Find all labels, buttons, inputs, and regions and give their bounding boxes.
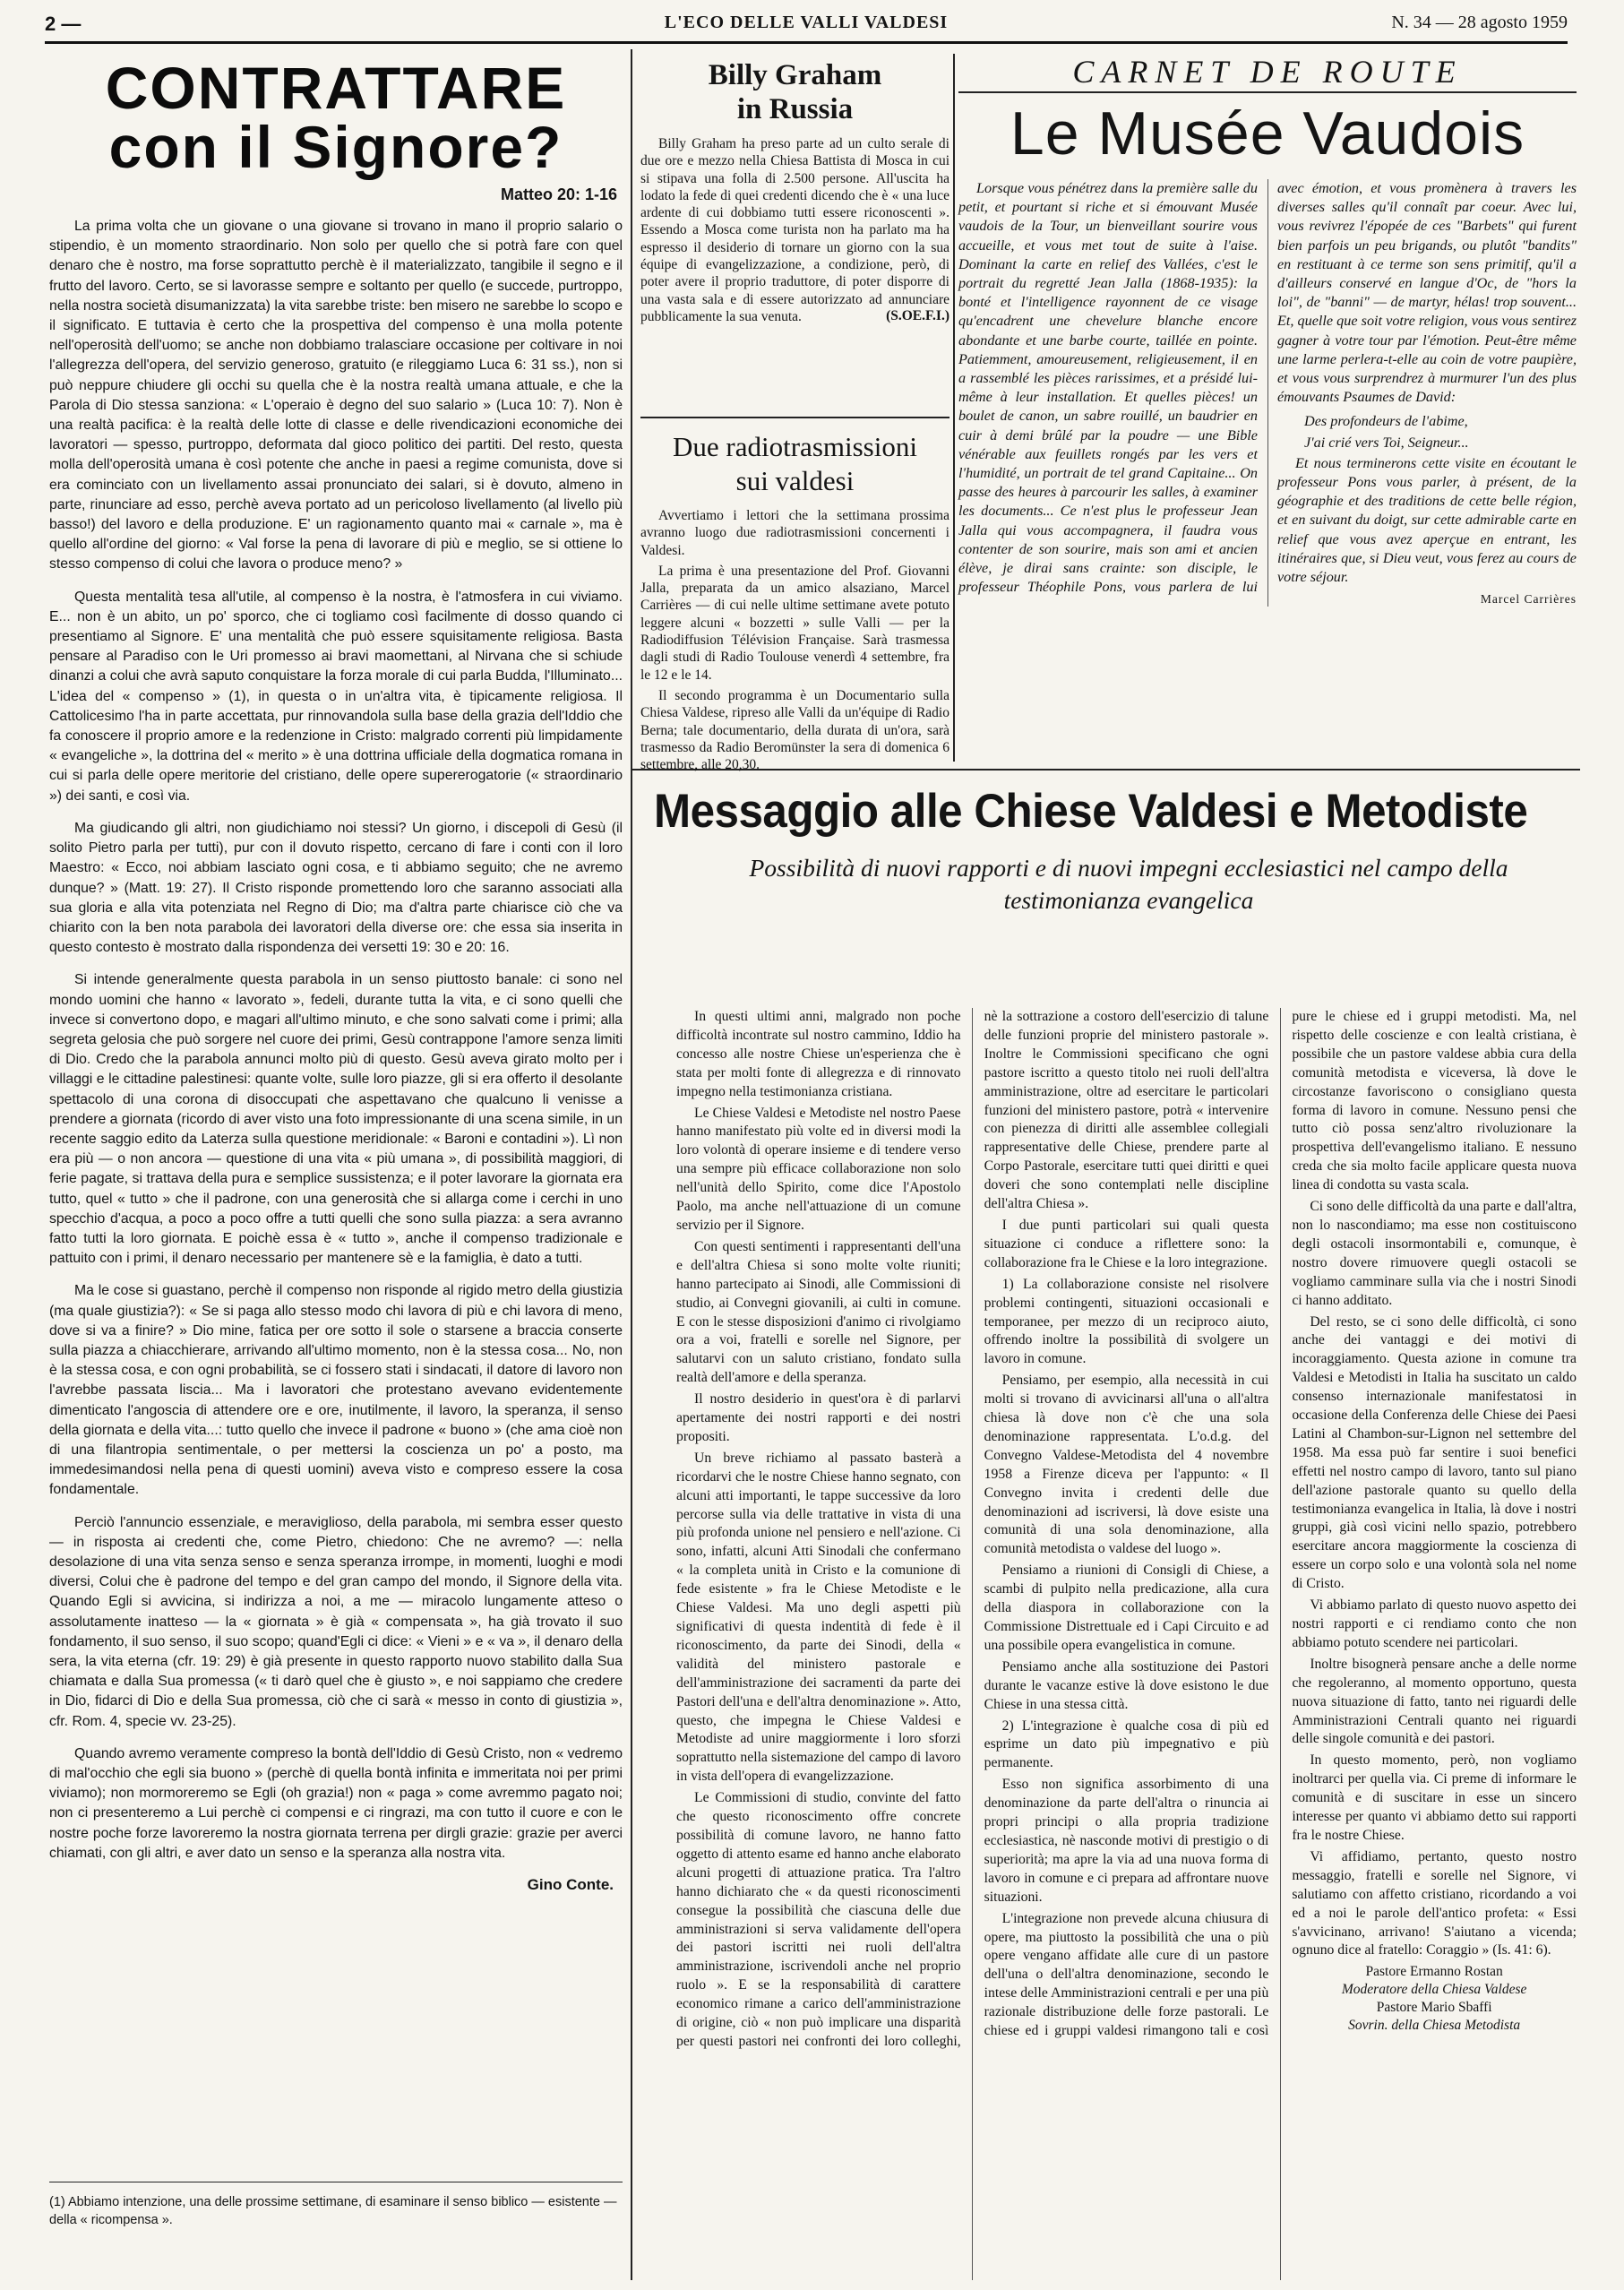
issue-date: N. 34 — 28 agosto 1959 xyxy=(1391,13,1568,32)
article-contrattare xyxy=(49,55,623,1894)
article-musee-vaudois xyxy=(958,54,1577,607)
author-signature: Marcel Carrières xyxy=(1480,592,1577,607)
newspaper-title: L'ECO DELLE VALLI VALDESI xyxy=(664,13,949,32)
paragraph: In questi ultimi anni, malgrado non poche difficoltà incontrate sul nostro cammino, Iddio ha concesso alle nostre Chiese un'esperienza che è stata per molti fonte di allegrezza e di rinnovato impegno nella testimonianza cristiana. xyxy=(676,1009,961,1099)
paragraph: Lorsque vous pénétrez dans la première salle du petit, et pourtant si riche et si émouvant Musée vaudois de la Tour, un bienveillant sourire vous accueille, et vous met tout de suite à l'aise. Dominant la carte en relief des Vallées, c'est le portrait du regretté Jean Jalla (1868-1935): la bonté et l'intelligence rayonnent de ce visage qu'encadrent une chevelure blanche encore abondante et une barbe courte, taillée en pointe. Patiemment, amoureusement, religieusement, il en a rassemblé les pièces rarissimes, et a présidé lui-même à leur installation. Et quelles pièces! un boulet de canon, un sabre rouillé, un baudrier en cuir à demi brûlé par la poudre — une Bible vénérable aux feuillets rongés par les vers et l'humidité, un portrait de tel grand Capitaine... On passe des heures à parcourir les salles, à examiner les documents... Ce n'est plus le professeur Jean Jalla qui vous accompagnera, il faudra vous contenter de son sourire, mais son ami et ancien élève, je dirai sans crainte: son disciple, le professeur Théophile Pons, vous parlera de lui avec émotion, et vous promènera à travers les diverses salles qu'il connaît par coeur. Avec lui, vous revivrez l'épopée de ces "Barbets" qui furent bien parfois un peu brigands, ou plutôt "bandits" en restituant à ce terme son sens primitif, qu'il a d'ailleurs conservé en langue d'Oc, de "hors la loi", de "banni" — de martyr, hélas! trop souvent... Et, quelle que soit votre religion, vous vous sentirez gagner à votre tour par l'émotion. Peut-être même une larme perlera-t-elle au coin de votre paupière, et vous vous surprendrez à murmurer l'un des plus émouvants Psaumes de David: xyxy=(958,180,1577,596)
paragraph: Vi affidiamo, pertanto, questo nostro messaggio, fratelli e sorelle nel Signore, vi salutiamo con affetto cristiano, ricordando a voi ed a noi le parole dell'antico profeta: « Essi s'avvicinano, arrivano! S'aiutano a vicenda; ognuno dice al fratello: Coraggio » (Is. 41: 6). xyxy=(1292,1848,1577,1959)
signatory-role xyxy=(1292,2017,1577,2035)
title-line: Billy Graham xyxy=(708,59,882,91)
paragraph: La prima volta che un giovane o una giovane si trovano in mano il proprio salario o stipendio, è un momento straordinario. Non solo per quello che si potrà fare con quel denaro che è nostro, ma forse soprattutto perchè è il materializzato, tangibile il segno e il frutto del lavoro. Certo, se si lavorasse sempre e soltanto per quello (e succede, purtroppo, nella nostra società disumanizzata) la vita sarebbe triste: ben misero ne sarebbe lo scopo e il significato. E tuttavia è certo che la prospettiva del compenso è una molla potente nell'operosità dell'uomo; se anche non dobbiamo tralasciare occasione per coltivare in noi l'allegrezza dell'opera, del servizio generoso, gratuito (e rileggiamo Luca 6: 31 ss.), non si può neppure chiudere gli occhi su quella che è la nostra realtà umana attuale, e che la Parola di Dio stessa sanziona: « L'operaio è degno del suo salario » (Luca 10: 7). Non è una realtà pacifica: è la realtà delle lotte di classe e delle rivendicazioni economiche dei lavoratori — spesso, purtroppo, deformata dal gioco politico dei partiti. Del resto, questa molla dell'operosità umana è così potente che anche in paesi a regime comunista, dove si era cominciato con un livellamento assai pronunciato dei salari, si è dovuto, almeno in parte, rinunciare ad esso, perchè aveva portato ad un pericoloso livellamento (al livello più basso!) del lavoro e della produzione. E' un ragionamento quanto mai « carnale », ma è quello all'ordine del giorno: « Val forse la pena di lavorare di più e meglio, se si ottiene lo stesso compenso di colui che lavora o produce meno? » xyxy=(49,219,623,572)
column-divider xyxy=(953,54,955,762)
psalm-line: J'ai crié vers Toi, Seigneur... xyxy=(1304,434,1469,451)
title-line: sui valdesi xyxy=(735,465,855,496)
title-line: in Russia xyxy=(736,93,854,125)
paragraph: Ci sono delle difficoltà da una parte e dall'altra, non lo nascondiamo; ma esse non costituiscono degli ostacoli insormontabili e, comunque, è nostro dovere rimuovere quegli ostacoli se vogliamo camminare sulla via che i nostri Sinodi ci hanno additato. xyxy=(1292,1199,1577,1308)
paragraph: Perciò l'annuncio essenziale, e meraviglioso, della parabola, mi sembra esser questo — in risposta ai credenti che, come Pietro, chiedono: Che ne avremo? —: nella desolazione di una vita senza senso e senza speranza irrompe, in momenti, luoghi e modi diversi, Colui che è padrone del tempo e del gran campo del mondo, il Signore della vita. Quando Egli si avvicina, si indirizza a noi, a me — miracolo lungamente atteso o assolutamente inatteso — la « giornata » è già « compensata », ha già trovato il suo fondamento, il suo senso, il suo scopo; quand'Egli ci dice: « Vieni » e « va », il denaro della sera, la vita eterna (cfr. 19: 29) è già presente in questo rapporto nuovo stabilito dalla Sua chiamata e dalla Sua promessa (« ti darò quel che è giusto », e noi sappiamo che credere in Dio, fidarci di Dio e della Sua promessa, ciò che ci sarà « messo in conto di giustizia », cfr. Rom. 4, specie vv. 23-25). xyxy=(49,1514,623,1729)
paragraph: Inoltre bisognerà pensare anche a delle norme che regoleranno, al momento opportuno, questa nuova situazione di fatto, tanto nei riguardi delle Amministrazioni Centrali quanto nei riguardi delle singole comunità e dei pastori. xyxy=(1292,1656,1577,1747)
paragraph: Il nostro desiderio in quest'ora è di parlarvi apertamente dei nostri rapporti e dei nostri propositi. xyxy=(676,1391,961,1444)
paragraph: L'integrazione non prevede alcuna chiusura di opere, ma piuttosto la possibilità che una o più opere vengano affidate alle cure di un pastore dell'una o dell'altra denominazione, secondo le intese delle Amministrazioni centrali e per una più razionale distribuzione delle forze pastorali. Le chiese ed i gruppi valdesi rimangono tali e così pure le chiese ed i gruppi metodisti. Ma, nel rispetto delle coscienze e con lealtà cristiana, è possibile che un pastore valdese abbia cura della comunità metodista e viceversa, là dove le circostanze favoriscono o consigliano questa forma di lavoro in comune. Nessuno pensi che tutto ciò possa senz'altro rivoluzionare la prospettiva dell'evangelismo italiano. E nessuno creda che sia molto facile applicare questa nuova linea di condotta su vasta scala. xyxy=(984,1009,1577,2039)
column-divider xyxy=(631,49,632,2280)
title-line: con il Signore? xyxy=(108,114,563,180)
paragraph: Avvertiamo i lettori che la settimana prossima avranno luogo due radiotrasmissioni concernenti i Valdesi. xyxy=(640,508,949,558)
psalm-line: Des profondeurs de l'abime, xyxy=(1304,413,1468,430)
paragraph: Billy Graham ha preso parte ad un culto serale di due ore e mezzo nella Chiesa Battista di Mosca in cui si stipava una folla di 2.500 persone. All'uscita ha lodato la fede di quei credenti dicendo che è « una luce ardente di cui dobbiamo tutti essere riconoscenti ». Essendo a Mosca come turista non ha parlato ma ha espresso il desiderio di tornare un giorno con la sua équipe di evangelizzazione, a condizione, però, di poter avere il proprio traduttore, di poter disporre di una vasta sala e di essere autorizzato ad annunciare pubblicamente la sua venuta. xyxy=(640,136,949,324)
paragraph: Quando avremo veramente compreso la bontà dell'Iddio di Gesù Cristo, non « vedremo di mal'occhio che egli sia buono » (perchè di quella bontà infinita e immeritata noi per primi viviamo); non mormoreremo se Egli (oh grazia!) non « paga » come avremmo pagato noi; non ci presenteremo a Lui perchè ci compensi e ci ringrazi, ma con tutto il cuore e con le nostre poche forze lavoreremo la nostra giornata terrena per dirgli grazie: grazie per averci chiamati, con gli altri, e aver dato un senso e la speranza alla nostra vita. xyxy=(49,1745,623,1861)
paragraph: Il secondo programma è un Documentario sulla Chiesa Valdese, ripreso alle Valli da un'équipe di Radio Berna; tale documentario, della durata di un'ora, sarà trasmesso da Radio Beromünster la sera di domenica 6 settembre, alle 20,30. xyxy=(640,687,949,773)
messaggio-header xyxy=(654,784,1577,917)
paragraph: Pensiamo anche alla sostituzione dei Pastori durante le vacanze estive là dove esistono le due Chiese in una stessa città. xyxy=(984,1658,1269,1712)
messaggio-body xyxy=(676,1008,1577,2280)
signatory-name: Pastore Mario Sbaffi xyxy=(1376,2000,1492,2016)
article-title: Le Musée Vaudois xyxy=(1010,99,1525,168)
article-title xyxy=(49,55,623,180)
role-text: Sovrin. della Chiesa Metodista xyxy=(1348,2018,1521,2034)
paragraph: Le Commissioni di studio, convinte del fatto che questo riconoscimento offre concrete possibilità di comune lavoro, ne hanno fatto oggetto di attento esame ed hanno anche elaborato alcuni progetti di attuazione pratica. Tra l'altro hanno dichiarato che « da questi riconoscimenti consegue la possibilità che ciascuna delle due amministrazioni si serva validamente dell'opera dei pastori iscritti nei ruoli dell'altra amministrazione, iscrivendoli anche nel proprio ruolo ». E se la responsabilità di carattere economico rimane a carico dell'amministrazione di origine, ciò « non può implicare una disparità per questi pastori nei confronti dei loro colleghi, nè la sottrazione a costoro dell'esercizio di talune delle funzioni proprie del ministero pastorale ». Inoltre le Commissioni specificano che ogni pastore iscritto a questo titolo nei ruoli dell'altra amministrazione, oltre ad esercitare le particolari funzioni del ministero pastore, potrà « intervenire con pienezza di diritti alle assemblee collegiali rappresentative delle Chiese, prendere parte al Corpo Pastorale, esercitare tutti quei diritti e quei doveri che sono contemplati nelle discipline dell'altra Chiesa ». xyxy=(676,1009,1269,2049)
role-text: Moderatore della Chiesa Valdese xyxy=(1341,1982,1527,1998)
paragraph: Pensiamo, per esempio, alla necessità in cui molti si trovano di avvicinarsi all'una o all'altra chiesa là dove non c'è che una sola denominazione rappresentata. L'o.d.g. del Convegno Valdese-Metodista del 4 novembre 1958 a Firenze diceva per l'appunto: « Il Convegno invita i credenti delle due denominazioni ad iscriversi, là dove esiste una comunità di una sola denominazione, alla comunità metodista o valdese del luogo ». xyxy=(984,1373,1269,1557)
title-line: CONTRATTARE xyxy=(105,55,567,121)
footnote: (1) Abbiamo intenzione, una delle prossime settimane, di esaminare il senso biblico — esistente — della « ricompensa ». xyxy=(49,2182,623,2229)
masthead xyxy=(45,7,1568,44)
article-title xyxy=(640,58,949,126)
paragraph: I due punti particolari sui quali questa situazione ci conduce a riflettere sono: la collaborazione fra le Chiese e la loro integrazione. xyxy=(984,1217,1269,1270)
article-subtitle: Possibilità di nuovi rapporti e di nuovi impegni ecclesiastici nel campo della testimonianza evangelica xyxy=(749,854,1508,914)
article-title xyxy=(640,430,949,498)
section-divider xyxy=(640,417,949,418)
signatory-role xyxy=(1292,1981,1577,1999)
paragraph: In questo momento, però, non vogliamo inoltrarci per quella via. Ci preme di informare le comunità e di suscitare in esse un sincero interesse per quanto vi abbiamo detto sui rapporti fra le nostre Chiese. xyxy=(1292,1752,1577,1843)
paragraph: Ma giudicando gli altri, non giudichiamo noi stessi? Un giorno, i discepoli di Gesù (il solito Pietro parla per tutti), pur con il dovuto rispetto, cercano di fare i conti con il loro Maestro: « Ecco, noi abbiam lasciato ogni cosa, e ti abbiamo seguito; che ne avremo dunque? » (Matt. 19: 27). Il Cristo risponde promettendo loro che saranno associati alla sua gloria e alla vita potenziata nel Regno di Dio; ma d'altra parte chiarisce ciò che va chiarito con la ben nota parabola dei lavoratori della diverse ore: che essa sia inserita in questo contesto è mostrato dalla rispondenza dei versetti 19: 30 e 20: 16. xyxy=(49,820,623,956)
paragraph: 2) L'integrazione è qualche cosa di più ed esprime un dato più impegnativo e più permanente. xyxy=(984,1718,1269,1771)
paragraph: 1) La collaborazione consiste nel risolvere problemi contingenti, situazioni occasionali e temporanee, per mezzo di un reciproco aiuto, offrendo inoltre la possibilità di svolgere un lavoro in comune. xyxy=(984,1276,1269,1367)
paragraph: Con questi sentimenti i rappresentanti dell'una e dell'altra Chiesa si sono molte volte riuniti; hanno partecipato ai Sinodi, alle Commissioni di studio, ai Convegni giovanili, ai culti in comune. E con le stesse disposizioni d'animo ci rivolgiamo ora a voi, fratelli e sorelle nel Signore, per salutarvi con un saluto cristiano, fondato sulla realtà dell'amore e della speranza. xyxy=(676,1238,961,1386)
section-kicker: CARNET DE ROUTE xyxy=(958,54,1577,93)
article-billy-graham xyxy=(640,58,949,324)
paragraph: Un breve richiamo al passato basterà a ricordarvi che le nostre Chiese hanno segnato, con alcuni atti importanti, le tappe successive da loro percorse sulla via delle trattative in vista di una più profonda unione nel pensiero e nell'azione. Ci sono, infatti, alcuni Atti Sinodali che confermano « la completa unità in Cristo e la comunione di fede esistente » fra le Chiese Metodiste e le Chiese Valdesi. Ma uno degli aspetti più significativi di questa indentità di fede è il riconoscimento, da parte dei Sinodi, della « validità del ministero pastorale e dell'amministrazione dei sacramenti da parte dei Pastori dell'una e dell'altra denominazione ». Atto, questo, che impegna le Chiese Valdesi e Metodiste ad unire maggiormente i loro sforzi soprattutto nella sistemazione del campo di lavoro in vista dell'opera di evangelizzazione. xyxy=(676,1450,961,1785)
author-signature: Gino Conte. xyxy=(527,1876,614,1894)
news-source: (S.OE.F.I.) xyxy=(886,308,949,324)
article-radio xyxy=(640,430,949,777)
paragraph: La prima è una presentazione del Prof. Giovanni Jalla, preparata da un amico alsaziano, Marcel Carrières — di cui nelle ultime settimane avete potuto leggere alcuni « bozzetti » sulle Valli — per la Radiodiffusion Télévision Française. Sarà trasmessa dagli studi di Radio Toulouse venerdì 4 settembre, fra le 12 e le 14. xyxy=(640,563,949,683)
article-columns xyxy=(958,179,1577,607)
title-line: Due radiotrasmissioni xyxy=(673,431,917,462)
paragraph: Ma le cose si guastano, perchè il compenso non risponde al rigido metro della giustizia (ma quale giustizia?): « Se si paga allo stesso modo chi lavora di più e chi lavora di meno, dove si va a finire? » Dio mine, fatica per ore sotto il sole o starsene a braccia conserte sulla piazza a chiacchierare, arrivando all'ultimo momento, non è la stessa cosa... No, non è la stessa cosa, e con ogni probabilità, se ci fossero stati i sindacati, il datore di lavoro non l'avrebbe passata liscia... Ma i lavoratori che protestano avevano evidentemente dimenticato l'angoscia di attendere ore e ore, inutilmente, il lavoro, la speranza, il senso della giornata e della vita...: tutto quello che invece il padrone « buono » (che ama cioè non di una filantropia sentimentale, o per mettersi la coscienza un po' a posto, ma immedesimandosi nella pena di questi uomini) aveva visto e compreso essere la cosa fondamentale. xyxy=(49,1283,623,1498)
paragraph: Esso non significa assorbimento di una denominazione da parte dell'altra o rinuncia ai propri principi o alla propria tradizione ecclesiastica, nè nasconde motivi di prestigio o di superiorità; ma apre la via ad una nuova forma di lavoro in comune e ci prepara ad affrontare nuove situazioni. xyxy=(984,1777,1269,1905)
article-title: Messaggio alle Chiese Valdesi e Metodiste xyxy=(654,785,1528,838)
paragraph: Pensiamo a riunioni di Consigli di Chiese, a scambi di pulpito nella predicazione, alla cura della diaspora in collaborazione con la Commissione Distrettuale ed i Capi Circuito e ad una possibile opera evangelistica in comune. xyxy=(984,1563,1269,1653)
paragraph: Vi abbiamo parlato di questo nuovo aspetto dei nostri rapporti e ci rendiamo conto che non abbiamo potuto scendere nei particolari. xyxy=(1292,1597,1577,1650)
paragraph: Questa mentalità tesa all'utile, al compenso è la nostra, è l'atmosfera in cui viviamo. E... non è un abito, un po' sporco, che ci togliamo così facilmente di dosso quando ci presentiamo al Signore. E' una mentalità che può essere squisitamente religiosa. Basta pensare al Paradiso con le Uri promesso ai bravi maomettani, al Nirvana che si schiude dinanzi a colui che avrà saputo conquistare la forza morale di cui parla Budda, l'Illuminato... L'idea del « compenso » (1), in questa o in un'altra vita, è tipicamente religiosa. Il Cattolicesimo l'ha in parte accettata, pur rinnovandola sulla base della grazia dell'Iddio che fa conoscere il proprio amore e la redenzione in Cristo: malgrado correnti più limpidamente « evangeliche », la dottrina del « merito » è una dottrina ufficiale della dogmatica romana in cui si parla delle opere meritorie del cristiano, delle opere supererogatorie (« straordinario ») dei santi, e così via. xyxy=(49,589,623,804)
paragraph: Si intende generalmente questa parabola in un senso piuttosto banale: ci sono nel mondo uomini che hanno « lavorato », fedeli, durante tutta la vita, e ci sono quelli che invece si convertono dopo, e magari all'ultimo minuto, e che sono salvati come i primi; alla segreta gelosia che può sorgere nel cuore dei primi, Gesù contrappone l'amore senza limiti di Dio. Credo che la parabola annunci molto più di questo. Gesù aveva girato molto per i villaggi e le cittadine palestinesi: quante volte, sulle loro piazze, gli si era offerto il desolante spettacolo di una corona di disoccupati che aspettavano che qualcuno li venisse a prendere a giornata (ricordo di aver visto una foto impressionante di una scena simile, in un recente saggio edito da Laterza sulla questione meridionale: « Baroni e contadini »). Lì non era più — o non ancora — questione di una vita « più umana », di possibilità maggiori, di ferie pagate, si trattava della pura e semplice sussistenza; e il poter lavorare la giornata era tutto, quel « tutto » che il padrone, con una generosità che si allarga come i cerchi in uno specchio d'acqua, a poco a poco offre a tutti quelli che sono sulla piazza: a sera avranno fatto tutti la loro giornata. E poichè essa è « tutto », anche il compenso tradizionale e pattuito con i primi, il denaro necessario per mantenere sè e la famiglia, è dato a tutti. xyxy=(49,972,623,1267)
scripture-reference: Matteo 20: 1-16 xyxy=(500,185,617,203)
paragraph: Le Chiese Valdesi e Metodiste nel nostro Paese hanno manifestato più volte ed in diversi modi la loro volontà di operare insieme e di tendere verso una sempre più efficace collaborazione non solo nell'unità dello Spirito, come dice l'Apostolo Paolo, ma anche nell'attuazione di un comune servizio per il Signore. xyxy=(676,1105,961,1233)
signatory-name: Pastore Ermanno Rostan xyxy=(1365,1964,1503,1980)
paragraph: Del resto, se ci sono delle difficoltà, ci sono anche dei vantaggi e dei motivi di incoraggiamento. Questa azione in comune tra Valdesi e Metodisti in Italia ha suscitato un caldo consenso internazionale manifestatosi in occasione della Conferenza delle Chiese dei Paesi Latini al Chambon-sur-Lignon nel settembre del 1958. Ma essa può far sentire i suoi benefici effetti nel nostro campo di lavoro, tanto sul piano dell'azione pastorale quanto su quello della testimonianza evangelica in Italia, là dove i nostri gruppi, già così vicini nello spazio, potrebbero esercitare ancora maggiormente la coscienza di essere un corpo solo e una volontà sola nel nome di Cristo. xyxy=(1292,1313,1577,1592)
page-number: 2 — xyxy=(45,13,82,35)
paragraph: Et nous terminerons cette visite en écoutant le professeur Pons vous parler, à présent, de la géographie et des traditions de cette belle région, et en suivant du doigt, sur cette admirable carte en relief que vous avez aperçue en entrant, les itinéraires que, si Dieu veut, vous ferez au cours de votre séjour. xyxy=(1277,454,1577,586)
